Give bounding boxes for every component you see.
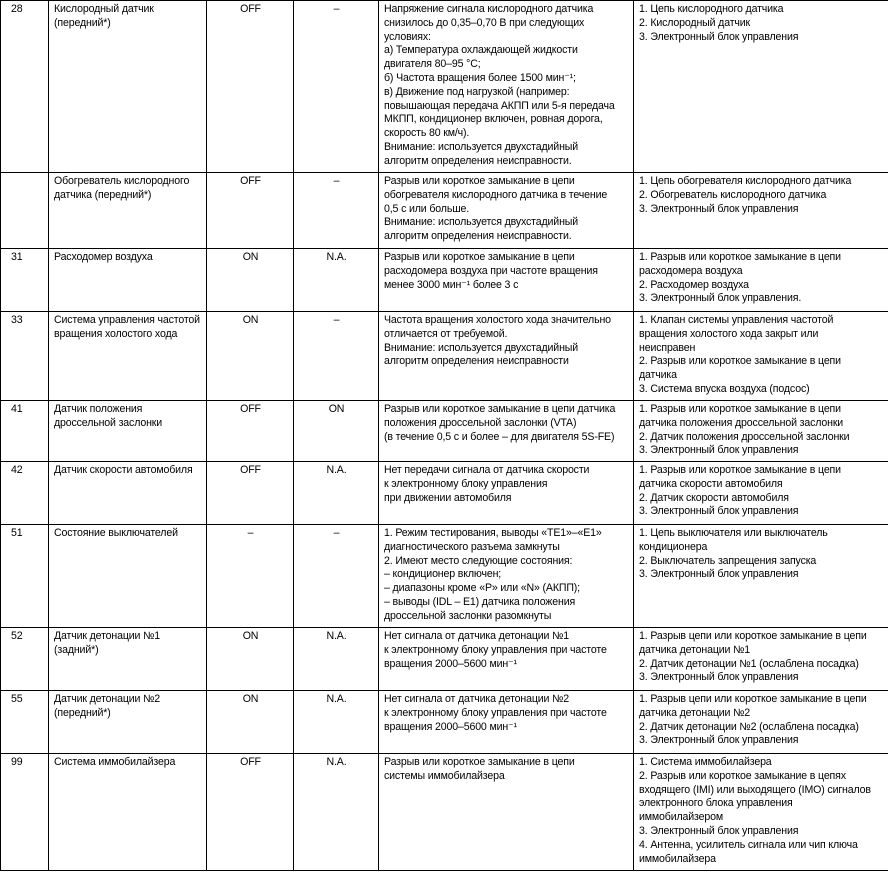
table-row bbox=[1, 462, 888, 525]
trouble-area-cell: 1. Разрыв или короткое замыкание в цепи датчика скорости автомобиля 2. Датчик скорости автомобиля 3. Электронный блок управления bbox=[634, 462, 888, 525]
memory-cell: – bbox=[294, 173, 379, 249]
table-row bbox=[1, 628, 888, 691]
code-cell: 99 bbox=[1, 754, 49, 871]
system-cell: Система иммобилайзера bbox=[49, 754, 207, 871]
table-body bbox=[1, 1, 888, 871]
trouble-area-cell: 1. Цепь кислородного датчика 2. Кислородный датчик 3. Электронный блок управления bbox=[634, 1, 888, 173]
memory-cell: N.A. bbox=[294, 628, 379, 691]
trouble-area-cell: 1. Разрыв цепи или короткое замыкание в цепи датчика детонации №1 2. Датчик детонации №1 (ослаблена посадка) 3. Электронный блок управления bbox=[634, 628, 888, 691]
memory-cell: ON bbox=[294, 401, 379, 462]
system-cell: Состояние выключателей bbox=[49, 525, 207, 628]
mil-cell: OFF bbox=[207, 754, 294, 871]
system-cell: Датчик положения дроссельной заслонки bbox=[49, 401, 207, 462]
code-cell: 52 bbox=[1, 628, 49, 691]
condition-cell: Разрыв или короткое замыкание в цепи датчика положения дроссельной заслонки (VTA) (в течение 0,5 с и более – для двигателя 5S-FE) bbox=[379, 401, 634, 462]
condition-cell: Разрыв или короткое замыкание в цепи расходомера воздуха при частоте вращения менее 3000 мин⁻¹ более 3 с bbox=[379, 249, 634, 312]
trouble-area-cell: 1. Цепь обогревателя кислородного датчика 2. Обогреватель кислородного датчика 3. Электронный блок управления bbox=[634, 173, 888, 249]
mil-cell: OFF bbox=[207, 173, 294, 249]
mil-cell: OFF bbox=[207, 1, 294, 173]
system-cell: Датчик скорости автомобиля bbox=[49, 462, 207, 525]
trouble-area-cell: 1. Разрыв или короткое замыкание в цепи датчика положения дроссельной заслонки 2. Датчик положения дроссельной заслонки 3. Электронный блок управления bbox=[634, 401, 888, 462]
condition-cell: Разрыв или короткое замыкание в цепи обогревателя кислородного датчика в течение 0,5 с или больше. Внимание: используется двухстадийный алгоритм определения неисправности. bbox=[379, 173, 634, 249]
table-row bbox=[1, 249, 888, 312]
memory-cell: N.A. bbox=[294, 249, 379, 312]
system-cell: Датчик детонации №1 (задний*) bbox=[49, 628, 207, 691]
mil-cell: OFF bbox=[207, 401, 294, 462]
memory-cell: N.A. bbox=[294, 691, 379, 754]
mil-cell: ON bbox=[207, 312, 294, 401]
trouble-area-cell: 1. Разрыв цепи или короткое замыкание в цепи датчика детонации №2 2. Датчик детонации №2 (ослаблена посадка) 3. Электронный блок управления bbox=[634, 691, 888, 754]
mil-cell: ON bbox=[207, 691, 294, 754]
table-row bbox=[1, 312, 888, 401]
system-cell: Обогреватель кислородного датчика (передний*) bbox=[49, 173, 207, 249]
trouble-area-cell: 1. Система иммобилайзера 2. Разрыв или короткое замыкание в цепях входящего (IMI) или выходящего (IMO) сигналов электронного блока управления иммобилайзером 3. Электронный блок управления 4. Антенна, усилитель сигнала или чип ключа иммобилайзера bbox=[634, 754, 888, 871]
condition-cell: Разрыв или короткое замыкание в цепи системы иммобилайзера bbox=[379, 754, 634, 871]
memory-cell: N.A. bbox=[294, 462, 379, 525]
condition-cell: Напряжение сигнала кислородного датчика снизилось до 0,35–0,70 В при следующих условиях: а) Температура охлаждающей жидкости двигателя 80–95 °С; б) Частота вращения более 1500 мин⁻¹; в) Движение под нагрузкой (например: повышающая передача АКПП или 5-я передача МКПП, кондиционер включен, ровная дорога, скорость 80 км/ч). Внимание: используется двухстадийный алгоритм определения неисправности. bbox=[379, 1, 634, 173]
table-row bbox=[1, 1, 888, 173]
trouble-area-cell: 1. Клапан системы управления частотой вращения холостого хода закрыт или неисправен 2. Разрыв или короткое замыкание в цепи датчика 3. Система впуска воздуха (подсос) bbox=[634, 312, 888, 401]
memory-cell: – bbox=[294, 1, 379, 173]
system-cell: Датчик детонации №2 (передний*) bbox=[49, 691, 207, 754]
mil-cell: OFF bbox=[207, 462, 294, 525]
trouble-area-cell: 1. Цепь выключателя или выключатель кондиционера 2. Выключатель запрещения запуска 3. Электронный блок управления bbox=[634, 525, 888, 628]
table-row bbox=[1, 691, 888, 754]
system-cell: Кислородный датчик (передний*) bbox=[49, 1, 207, 173]
trouble-area-cell: 1. Разрыв или короткое замыкание в цепи расходомера воздуха 2. Расходомер воздуха 3. Электронный блок управления. bbox=[634, 249, 888, 312]
table-row bbox=[1, 525, 888, 628]
condition-cell: Частота вращения холостого хода значительно отличается от требуемой. Внимание: используется двухстадийный алгоритм определения неисправности bbox=[379, 312, 634, 401]
table-row bbox=[1, 173, 888, 249]
system-cell: Расходомер воздуха bbox=[49, 249, 207, 312]
condition-cell: Нет передачи сигнала от датчика скорости к электронному блоку управления при движении автомобиля bbox=[379, 462, 634, 525]
mil-cell: ON bbox=[207, 628, 294, 691]
memory-cell: – bbox=[294, 312, 379, 401]
code-cell: 31 bbox=[1, 249, 49, 312]
code-cell: 55 bbox=[1, 691, 49, 754]
memory-cell: N.A. bbox=[294, 754, 379, 871]
condition-cell: Нет сигнала от датчика детонации №1 к электронному блоку управления при частоте вращения 2000–5600 мин⁻¹ bbox=[379, 628, 634, 691]
table-row bbox=[1, 754, 888, 871]
system-cell: Система управления частотой вращения холостого хода bbox=[49, 312, 207, 401]
code-cell: 28 bbox=[1, 1, 49, 173]
code-cell: 51 bbox=[1, 525, 49, 628]
code-cell: 42 bbox=[1, 462, 49, 525]
condition-cell: 1. Режим тестирования, выводы «TE1»–«E1» диагностического разъема замкнуты 2. Имеют место следующие состояния: – кондиционер включен; – диапазоны кроме «P» или «N» (АКПП); – выводы (IDL – E1) датчика положения дроссельной заслонки разомкнуты bbox=[379, 525, 634, 628]
code-cell: 33 bbox=[1, 312, 49, 401]
code-cell bbox=[1, 173, 49, 249]
mil-cell: – bbox=[207, 525, 294, 628]
table-row bbox=[1, 401, 888, 462]
code-cell: 41 bbox=[1, 401, 49, 462]
mil-cell: ON bbox=[207, 249, 294, 312]
condition-cell: Нет сигнала от датчика детонации №2 к электронному блоку управления при частоте вращения 2000–5600 мин⁻¹ bbox=[379, 691, 634, 754]
memory-cell: – bbox=[294, 525, 379, 628]
